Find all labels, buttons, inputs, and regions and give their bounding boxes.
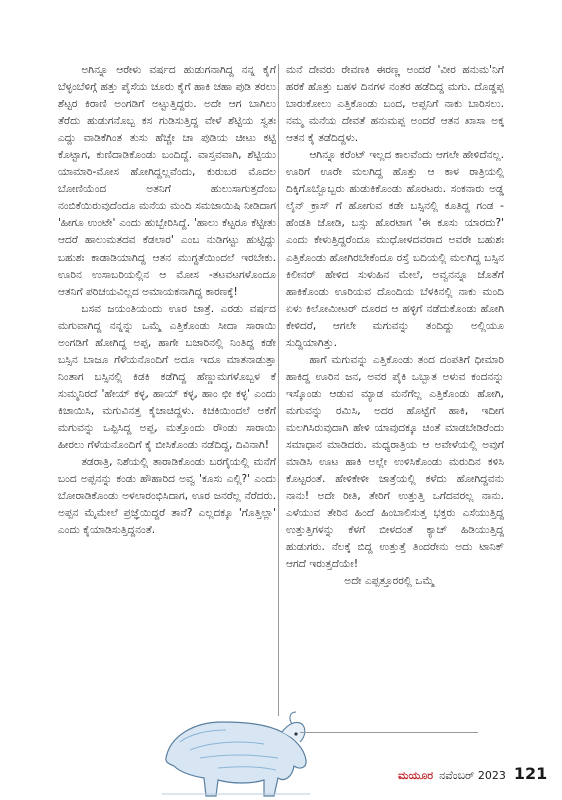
paragraph: ಬಸವ ಜಯಂತಿಯಂದು ಊರ ಜಾತ್ರೆ. ಎರಡು ವರ್ಷದ ಮಗುವಾಗಿದ್ದ ನನ್ನನ್ನು ಒಮ್ಮೆ ಎತ್ತಿಕೊಂಡು ಸೀದಾ ಸಾರಾಯಿ ಅಂಗಡಿಗೆ ಹೋಗಿದ್ದ ಅಪ್ಪ, ಹಾಗೇ ಬಜಾರಿನಲ್ಲಿ ನಿಂತಿದ್ದ ಕಡೇ ಬಸ್ಸಿನ ಬಾಜೂ ಗೆಳೆಯನೊಂದಿಗೆ ಅದೂ ಇದೂ ಮಾತನಾಡುತ್ತಾ ನಿಂತಾಗ ಬಸ್ಸಿನಲ್ಲಿ ಕಿಡಕಿ ಕಡೆಗಿದ್ದ ಹೆಣ್ಣುಮಗಳೊಬ್ಬಳ ಕೆ ಸುಮ್ಮನಿರದೆ 'ಹೇಯ್ ಕಳ್ಳ, ಹಾಯ್ ಕಳ್ಳ, ಹಾಂ ಛೀ ಕಳ್ಳ' ಎಂದು ಕಿಚಾಯಿಸಿ, ಮಗುವಿನತ್ತ ಕೈಚಾಚಿದ್ದಳು. ಕಿಚಕಿಯಿಂದಲೆ ಅಕೆಗೆ ಮಗುವನ್ನು ಒಪ್ಪಿಸಿದ್ದ ಅಪ್ಪ, ಮತ್ತೊಂದು ರೌಂಡು ಸಾರಾಯಿ ಹೀರಲು ಗೆಳೆಯನೊಂದಿಗೆ ಕೈ ಬೀಸಿಕೊಂಡು ನಡೆದಿದ್ದ, ದಿವಿನಾಗಿ! bbox=[58, 302, 276, 452]
paragraph: ತಡರಾತ್ರಿ, ನಿಶೆಯಲ್ಲಿ ತಾರಾಡಿಕೊಂಡು ಬರಗೈಯಲ್ಲಿ ಮನೆಗೆ ಬಂದ ಅಪ್ಪನನ್ನು ಕಂಡು ಹೌಹಾರಿದ ಅವ್ವ 'ಕೂಸು ಎಲ್ಲಿ?' ಎಂದು ಬೋರಾಡಿಕೊಂಡು ಅಳಲಾರಂಭಿಸಿದಾಗ, ಊರ ಜನರೆಲ್ಲ ನೆರೆದರು. ಅಪ್ಪನ ಮೈಮೇಲೆ ಪ್ರಜ್ಞೆಯಿದ್ದರೆ ತಾನೆ? ಎಲ್ಲದಕ್ಕೂ 'ಗೊತ್ತಿಲ್ಲಾ' ಎಂದು ಕೈಯಾಡಿಸುತ್ತಿದ್ದನಂತೆ. bbox=[58, 456, 276, 537]
issue-date: ನವೆಂಬರ್ 2023 bbox=[439, 769, 506, 782]
left-column bbox=[58, 62, 276, 539]
paragraph: ಅಗಿನ್ನೂ ಆರೇಳು ವರ್ಷದ ಹುಡುಗನಾಗಿದ್ದ ನನ್ನ ಕೈಗೆ ಬೆಳ್ಳಂಬೆಳಿಗ್ಗೆ ಹತ್ತು ಪೈಸೆಯ ಚೂರು ಕೈಗೆ ಹಾಕಿ ಚಹಾ ಪುಡಿ ತರಲು ಶೆಟ್ಟರ ಕಿರಾಣಿ ಅಂಗಡಿಗೆ ಅಟ್ಟುತ್ತಿದ್ದರು. ಅದೇ ಆಗ ಬಾಗಿಲು ತೆರೆದು ಹುಡುಗನೊಬ್ಬ ಕಸ ಗುಡಿಸುತ್ತಿದ್ದ ವೇಳೆ ಶೆಟ್ಟಿಯ ಸ್ವತಃ ಎದ್ದು ವಾಡಿಕೆಗಿಂತ ತುಸು ಹೆಚ್ಚೇ ಚಾ ಪುಡಿಯ ಚೀಟು ಕಟ್ಟಿ ಕೊಟ್ಟಾಗ, ಕುಣಿದಾಡಿಕೊಂಡು ಬಂದಿದ್ದೆ. ವಾಸ್ತವವಾಗಿ, ಶೆಟ್ಟಿಯು ಯಾಮಾರಿ-ಮೋಸ ಹೋಗಿದ್ದಲ್ಲವೆಂದು, ಕುರುಬರ ಮೊದಲ ಬೋಣಿಯೆಂದ ಅತನಿಗೆ ಹುಲುಸಾಗುತ್ತದೆಂಬ ನಂಬಿಕೆಯಿರುವುದೆಂದೂ ಮನೆಯ ಮಂದಿ ಸಮಜಾಯಿಷಿ ನೀಡಿದಾಗ 'ಹೀಗೂ ಉಂಟೇ' ಎಂದು ಹುಬ್ಬೇರಿಸಿದ್ದೆ. 'ಹಾಲು ಕೆಟ್ಟರೂ ಕೆಟ್ಟೀತು ಆದರೆ ಹಾಲುಮತದವ ಕೆಡಲಾರ' ಎಂಬ ನುಡಿಗಟ್ಟು ಹುಟ್ಟಿದ್ದು ಬಹುಶಃ ಕಾಡಾಡಿಯಾಗಿದ್ದ ಆತನ ಮುಗ್ಧತೆಯಿಂದಲೆ ಇರಬೇಕು. ಊರಿನ ಉಸಾಬರಿಯಲ್ಲಿನ ಆ ಮೋಸ -ತಟವಟಗಳೊಂದೂ ಆತನಿಗೆ ಪರಿಚಯವಿಲ್ಲದ ಅಮಾಯಕನಾಗಿದ್ದ ಕಾರಣಕ್ಕೆ! bbox=[58, 64, 276, 298]
page-number: 121 bbox=[513, 764, 548, 783]
page-footer bbox=[398, 764, 547, 788]
paragraph: ಮನೆ ದೇವರು ರೇವಣಕಿ ಈರಣ್ಣ ಅಂದರೆ 'ವೀರ ಹನುಮ'ನಿಗೆ ಹರಕೆ ಹೊತ್ತು ಬಹಳ ದಿನಗಳ ನಂತರ ಹಡೆದಿದ್ದ ಮಗು. ದೊಡ್ಡಪ್ಪ ಬಾರುಕೋಲು ಎತ್ತಿಕೊಂಡು ಬಂದ, ಅಪ್ಪನಿಗೆ ನಾಕು ಬಾರಿಸಲು. ನಮ್ಮ ಮನೆಯ ದೇವತೆ ಹನುಮಪ್ಪ ಅಂದರೆ ಆತನ ಖಾಸಾ ಅಕ್ಕ ಆತನ ಕೈ ತಡೆದಿದ್ದಳು. bbox=[286, 64, 504, 145]
magazine-name: ಮಯೂರ bbox=[398, 769, 434, 782]
paragraph: ಅದೇ ಎಪ್ಪತ್ತೂರರಲ್ಲಿ ಒಮ್ಮೆ bbox=[344, 575, 435, 588]
paragraph: ಹಾಗೆ ಮಗುವನ್ನು ಎತ್ತಿಕೊಂಡು ತಂದ ದಂಪತಿಗೆ ಧೀಮಾರಿ ಹಾಕಿದ್ದ ಊರಿನ ಜನ, ಅವರ ಪೈಕಿ ಒಬ್ಬಾತ ಅಳುವ ಕಂದನನ್ನು ಇಸ್ಕೊಂಡು ಆಡುವ ಮ್ಯಾಡ ಮನೆಗೆಲ್ಲ ಎತ್ತಿಕೊಂಡು ಹೋಗಿ, ಮಗುವನ್ನು ರಮಿಸಿ, ಅದರ ಹೊಟ್ಟೆಗೆ ಹಾಕಿ, ಇದೀಗ ಮಲಗಿಸಿರುವುದಾಗಿ ಹೇಳಿ ಯಾವುದಕ್ಕೂ ಚಿಂತೆ ಮಾಡಬೇಡಿರೆಂದು ಸಮಾಧಾನ ಮಾಡಿದರು. ಮಧ್ಯರಾತ್ರಿಯ ಆ ಅವೇಳೆಯಲ್ಲಿ ಅವುಗೆ ಮಾಡಿಸಿ ಊಟ ಹಾಕಿ ಅಲ್ಲೇ ಉಳಿಸಿಕೊಂಡು ಮರುದಿನ ಕಳಿಸಿ ಕೊಟ್ಟರಂತೆ. ಹೇಳಿಕೇಳೀ ಜಾತ್ರೆಯಲ್ಲಿ ಕಳೆದು ಹೋಗಿದ್ದವನು ನಾನು! ಅದೇ ರೀತಿ, ತೇರಿಗೆ ಉತ್ತುತ್ತಿ ಒಗೆದವರಲ್ಲ ನಾನು. ಎಳೆಯುವ ತೇರಿನ ಹಿಂದೆ ಹಿಂಬಾಲಿಸುತ್ತ ಭಕ್ತರು ಎಸೆಯುತ್ತಿದ್ದ ಉತ್ತುತ್ತಿಗಳನ್ನು ಕೆಳಗೆ ಬೀಳದಂತೆ ಕ್ಯಾಚ್ ಹಿಡಿಯುತ್ತಿದ್ದ ಹುಡುಗರು. ನೆಲಕ್ಕೆ ಬಿದ್ದ ಉತ್ತುತ್ತೆ ತಿಂದರೇನು ಅದು ಟಾನಿಕ್ ಆಗದೆ ಇರುತ್ತದೆಯೇ! bbox=[286, 353, 504, 571]
paragraph: ಆಗಿನ್ನೂ ಕರೆಂಟ್ ಇಲ್ಲದ ಕಾಲವೆಂದು ಆಗಲೇ ಹೇಳಿದೆನಲ್ಲ. ಊರಿಗೆ ಊರೇ ಮಲಗಿದ್ದ ಹೊತ್ತು ಆ ಕಾಳ ರಾತ್ರಿಯಲ್ಲಿ ದಿಕ್ಕಿಗೊಬ್ಬೊಬ್ಬರು ಹುಡುಕಿಕೊಂಡು ಹೊರಟರು. ಸಂಕನಾರು ಅಡ್ಡ ಲೈನ್ ಕ್ರಾಸ್ ಗೆ ಹೋಗುವ ಕಡೇ ಬಸ್ಸಿನಲ್ಲಿ ಕೂತಿದ್ದ ಗಂಡ - ಹೆಂಡತಿ ಜೋಡಿ, ಬಸ್ಸು ಹೊರಟಾಗ 'ಈ ಕೂಸು ಯಾರದು?' ಎಂದು ಕೇಳುತ್ತಿದ್ದರೆಂದೂ ಮುಧೋಳದವರಾದ ಅವರೇ ಬಹುಶಃ ಎತ್ತಿಕೊಂಡು ಹೋಗಿರಬೇಕೆಂದೂ ರಸ್ತೆ ಬದಿಯಲ್ಲಿ ಮಲಗಿದ್ದ ಬಸ್ಸಿನ ಕಿಲೀನರ್ ಹೇಳಿದ ಸುಳುಹಿನ ಮೇಲೆ, ಅವ್ವನನ್ನೂ ಜೊತೆಗೆ ಹಾಕಿಕೊಂಡು ಊರಿಯವ ದೊಂದಿಯ ಬೆಳಕಿನಲ್ಲಿ ನಾಕು ಮಂದಿ ಏಳು ಕಿಲೋಮೀಟರ್ ದೂರದ ಆ ಹಳ್ಳಿಗೆ ನಡೆದುಕೊಂಡು ಹೋಗಿ ಕೇಳಿದರೆ, ಆಗಲೇ ಮಗುವನ್ನು ತಂದಿದ್ದು ಅಲ್ಲಿಯೂ ಸುದ್ದಿಯಾಗಿತ್ತು. bbox=[286, 149, 504, 349]
lamb-illustration bbox=[160, 698, 312, 800]
right-column bbox=[286, 62, 504, 590]
footer-divider bbox=[300, 732, 478, 733]
column-divider bbox=[278, 64, 279, 716]
